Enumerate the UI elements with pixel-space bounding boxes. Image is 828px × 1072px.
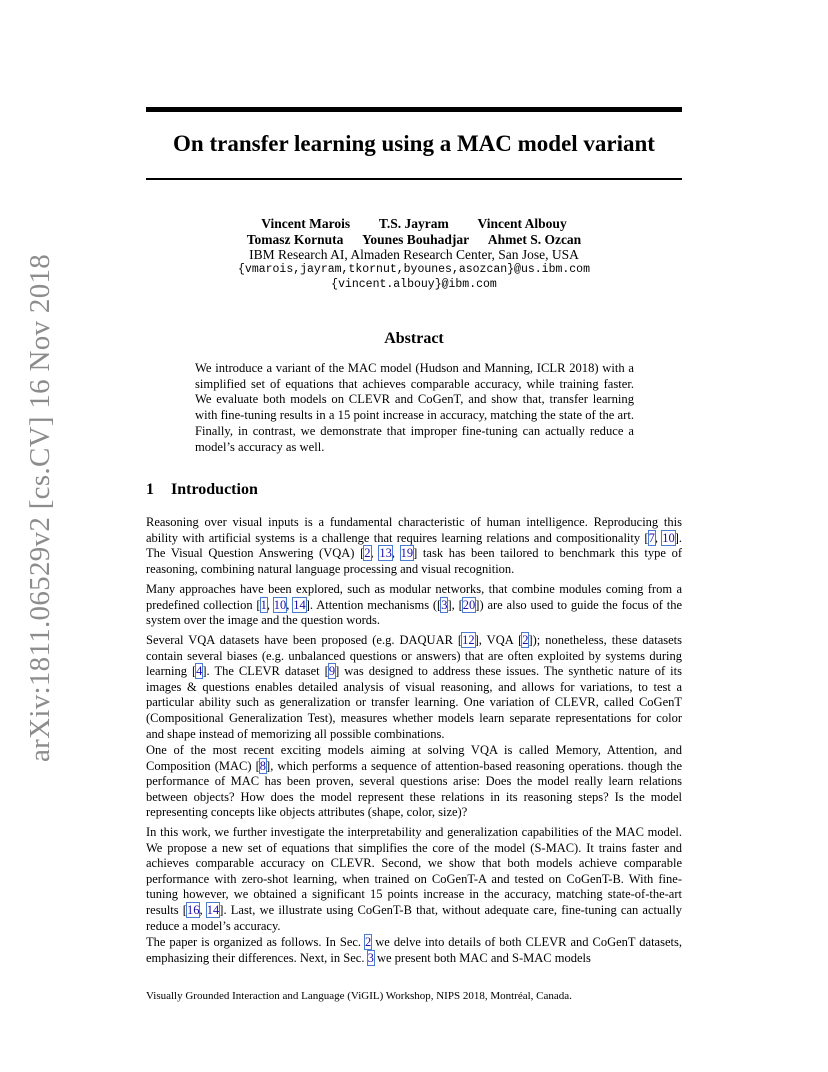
author-name: Vincent Albouy xyxy=(477,216,567,231)
author-name: Vincent Marois xyxy=(261,216,351,231)
citation-link[interactable]: 1 xyxy=(260,597,267,612)
abstract-heading: Abstract xyxy=(384,330,444,347)
author-affiliation: IBM Research AI, Almaden Research Center, San Jose, USA xyxy=(249,247,579,262)
citation-link[interactable]: 3 xyxy=(441,597,448,612)
citation-link[interactable]: 7 xyxy=(648,530,655,545)
section-title: Introduction xyxy=(171,481,258,498)
citation-link[interactable]: 14 xyxy=(293,597,306,612)
author-row-2 xyxy=(146,232,682,248)
citation-link[interactable]: 19 xyxy=(400,546,414,561)
arxiv-identifier: arXiv:1811.06529v2 [cs.CV] 16 Nov 2018 xyxy=(24,253,56,762)
section-link[interactable]: 2 xyxy=(365,935,372,949)
author-row-1 xyxy=(146,216,682,232)
author-name: Younes Bouhadjar xyxy=(362,232,470,247)
author-name: T.S. Jayram xyxy=(378,216,449,231)
citation-link[interactable]: 4 xyxy=(196,664,203,679)
abstract-text: We introduce a variant of the MAC model (Hudson and Manning, ICLR 2018) with a simplified set of equations that achieves comparable accuracy, while training faster. We evaluate both models on CLEVR and CoGenT, and show that, transfer learning with fine-tuning results in a 15 point increase in accuracy, matching the state of the art. Finally, in contrast, we demonstrate that improper fine-tuning can actually reduce a model’s accuracy as well. xyxy=(195,361,634,454)
citation-link[interactable]: 10 xyxy=(662,530,675,545)
section-number: 1 xyxy=(146,481,154,498)
citation-link[interactable]: 13 xyxy=(379,546,392,561)
author-email-line-1[interactable]: {vmarois,jayram,tkornut,byounes,asozcan}@us.ibm.com xyxy=(238,263,590,276)
page-footer: Visually Grounded Interaction and Language (ViGIL) Workshop, NIPS 2018, Montréal, Canada. xyxy=(146,990,572,1002)
citation-link[interactable]: 14 xyxy=(206,902,220,917)
author-name: Ahmet S. Ozcan xyxy=(487,232,582,247)
section-link[interactable]: 3 xyxy=(367,950,374,965)
author-name: Tomasz Kornuta xyxy=(246,232,344,247)
intro-paragraph-2: Many approaches have been explored, such as modular networks, that combine modules coming from a predefined collection [1, 10, 14]. Attention mechanisms ([3], [20]) are also used to guide the focus of the system over the image and the question words. xyxy=(146,582,683,628)
section-heading-introduction xyxy=(146,481,258,499)
citation-link[interactable]: 16 xyxy=(186,902,200,917)
intro-paragraph-1: Reasoning over visual inputs is a fundamental characteristic of human intelligence. Reproducing this ability with artificial systems is a challenge that requires learning relations and compositionality [7, 10]. The Visual Question Answering (VQA) [2, 13, 19] task has been tailored to benchmark this type of reasoning, combining natural language processing and visual recognition. xyxy=(146,515,683,576)
intro-paragraph-3: Several VQA datasets have been proposed (e.g. DAQUAR [12], VQA [2]); nonetheless, these datasets contain several biases (e.g. unbalanced questions or answers) that are often exploited by systems during learning [4]. The CLEVR dataset [9] was designed to address these issues. The synthetic nature of its images & questions enables detailed analysis of visual reasoning, and allows for variations, to test a particular ability such as generalization or transfer learning. One variation of CLEVR, called CoGenT (Compositional Generalization Test), measures whether models learn separate representations for color and shape instead of memorizing all possible combinations. xyxy=(146,633,682,741)
citation-link[interactable]: 12 xyxy=(462,633,475,647)
title-top-rule xyxy=(146,107,682,112)
intro-paragraph-6: The paper is organized as follows. In Sec. 2 we delve into details of both CLEVR and CoGenT datasets, emphasizing their differences. Next, in Sec. 3 we present both MAC and S-MAC models xyxy=(146,935,682,965)
title-bottom-rule xyxy=(146,178,682,180)
intro-paragraph-5: In this work, we further investigate the interpretability and generalization capabilities of the MAC model. We propose a new set of equations that simplifies the core of the model (S-MAC). It trains faster and achieves comparable accuracy on CLEVR. Second, we show that both models achieve comparable performance with zero-shot learning, when trained on CoGenT-A and tested on CoGenT-B. With fine-tuning however, we obtained a significant 15 points increase in the accuracy, matching state-of-the-art results [16, 14]. Last, we illustrate using CoGenT-B that, without adequate care, fine-tuning can actually reduce a model’s accuracy. xyxy=(146,825,682,933)
citation-link[interactable]: 9 xyxy=(328,664,336,679)
paper-title: On transfer learning using a MAC model variant xyxy=(173,131,655,156)
citation-link[interactable]: 8 xyxy=(259,758,267,773)
intro-paragraph-4: One of the most recent exciting models aiming at solving VQA is called Memory, Attention, and Composition (MAC) [8], which performs a sequence of attention-based reasoning operations. though the performance of MAC has been proven, several questions arise: Does the model really learn relations between objects? How does the model represent these relations in its reasoning steps? Is the model representing concepts like objects attributes (shape, color, size)? xyxy=(146,743,682,820)
author-email-line-2[interactable]: {vincent.albouy}@ibm.com xyxy=(331,278,497,291)
citation-link[interactable]: 20 xyxy=(462,597,476,612)
citation-link[interactable]: 10 xyxy=(273,597,287,612)
citation-link[interactable]: 2 xyxy=(364,546,371,561)
citation-link[interactable]: 2 xyxy=(522,633,529,647)
